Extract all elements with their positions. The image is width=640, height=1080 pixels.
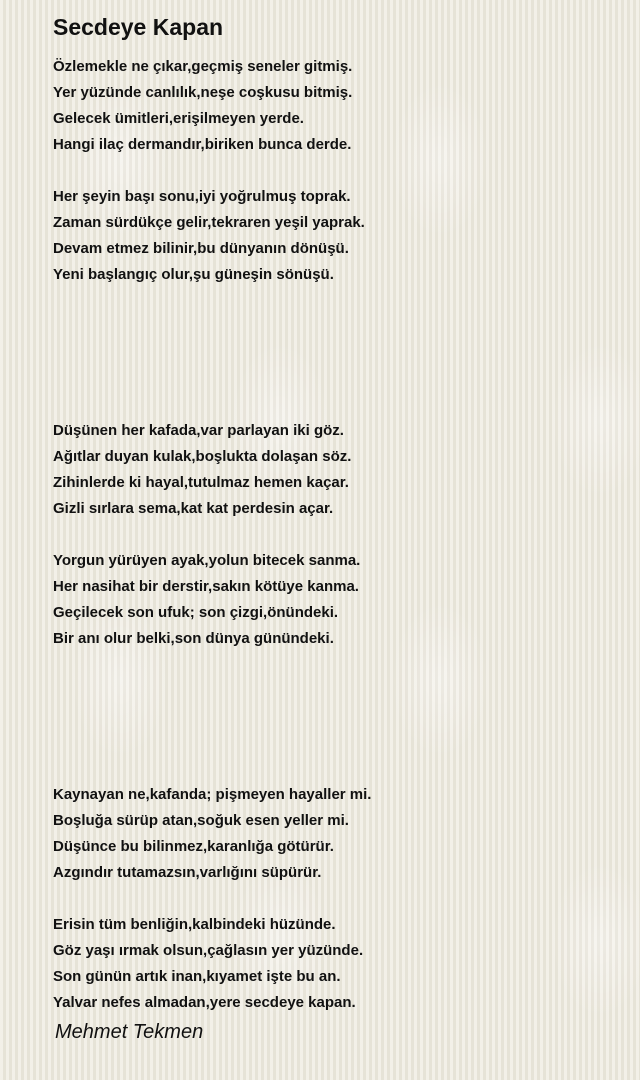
poem-line: Yorgun yürüyen ayak,yolun bitecek sanma. bbox=[53, 552, 361, 569]
poem-line: Gelecek ümitleri,erişilmeyen yerde. bbox=[53, 110, 304, 127]
poem-line: Erisin tüm benliğin,kalbindeki hüzünde. bbox=[53, 916, 336, 933]
poem-line: Zihinlerde ki hayal,tutulmaz hemen kaçar. bbox=[53, 474, 349, 491]
stanza-spacer bbox=[53, 522, 613, 548]
poem-line: Yalvar nefes almadan,yere secdeye kapan. bbox=[53, 994, 356, 1011]
poem-line: Kaynayan ne,kafanda; pişmeyen hayaller mi. bbox=[53, 786, 372, 803]
stanza-1 bbox=[53, 54, 613, 158]
poem-title: Secdeye Kapan bbox=[53, 14, 224, 40]
poem-line: Azgındır tutamazsın,varlığını süpürür. bbox=[53, 864, 322, 881]
poem-line: Geçilecek son ufuk; son çizgi,önündeki. bbox=[53, 604, 339, 621]
poem-line: Göz yaşı ırmak olsun,çağlasın yer yüzünde. bbox=[53, 942, 364, 959]
stanza-spacer bbox=[53, 886, 613, 912]
stanza-2 bbox=[53, 184, 613, 288]
stanza-5 bbox=[53, 782, 613, 886]
poem-line: Hangi ilaç dermandır,biriken bunca derde. bbox=[53, 136, 352, 153]
poem-line: Ağıtlar duyan kulak,boşlukta dolaşan söz. bbox=[53, 448, 352, 465]
poem-author: Mehmet Tekmen bbox=[55, 1021, 204, 1043]
stanza-spacer bbox=[53, 158, 613, 184]
stanza-4 bbox=[53, 548, 613, 652]
poem-line: Zaman sürdükçe gelir,tekraren yeşil yaprak. bbox=[53, 214, 365, 231]
poem-body bbox=[53, 54, 613, 1016]
poem-line: Her nasihat bir derstir,sakın kötüye kanma. bbox=[53, 578, 359, 595]
poem-line: Düşünce bu bilinmez,karanlığa götürür. bbox=[53, 838, 334, 855]
stanza-3 bbox=[53, 418, 613, 522]
poem-line: Özlemekle ne çıkar,geçmiş seneler gitmiş. bbox=[53, 58, 353, 75]
section-spacer bbox=[53, 288, 613, 418]
poem-line: Yer yüzünde canlılık,neşe coşkusu bitmiş. bbox=[53, 84, 353, 101]
section-spacer bbox=[53, 652, 613, 782]
poem-line: Son günün artık inan,kıyamet işte bu an. bbox=[53, 968, 341, 985]
poem-line: Boşluğa sürüp atan,soğuk esen yeller mi. bbox=[53, 812, 349, 829]
poem-line: Devam etmez bilinir,bu dünyanın dönüşü. bbox=[53, 240, 349, 257]
poem-line: Gizli sırlara sema,kat kat perdesin açar. bbox=[53, 500, 334, 517]
poem-line: Yeni başlangıç olur,şu güneşin sönüşü. bbox=[53, 266, 334, 283]
stanza-6 bbox=[53, 912, 613, 1016]
poem-line: Düşünen her kafada,var parlayan iki göz. bbox=[53, 422, 344, 439]
poem-line: Her şeyin başı sonu,iyi yoğrulmuş toprak. bbox=[53, 188, 351, 205]
poem-line: Bir anı olur belki,son dünya günündeki. bbox=[53, 630, 334, 647]
